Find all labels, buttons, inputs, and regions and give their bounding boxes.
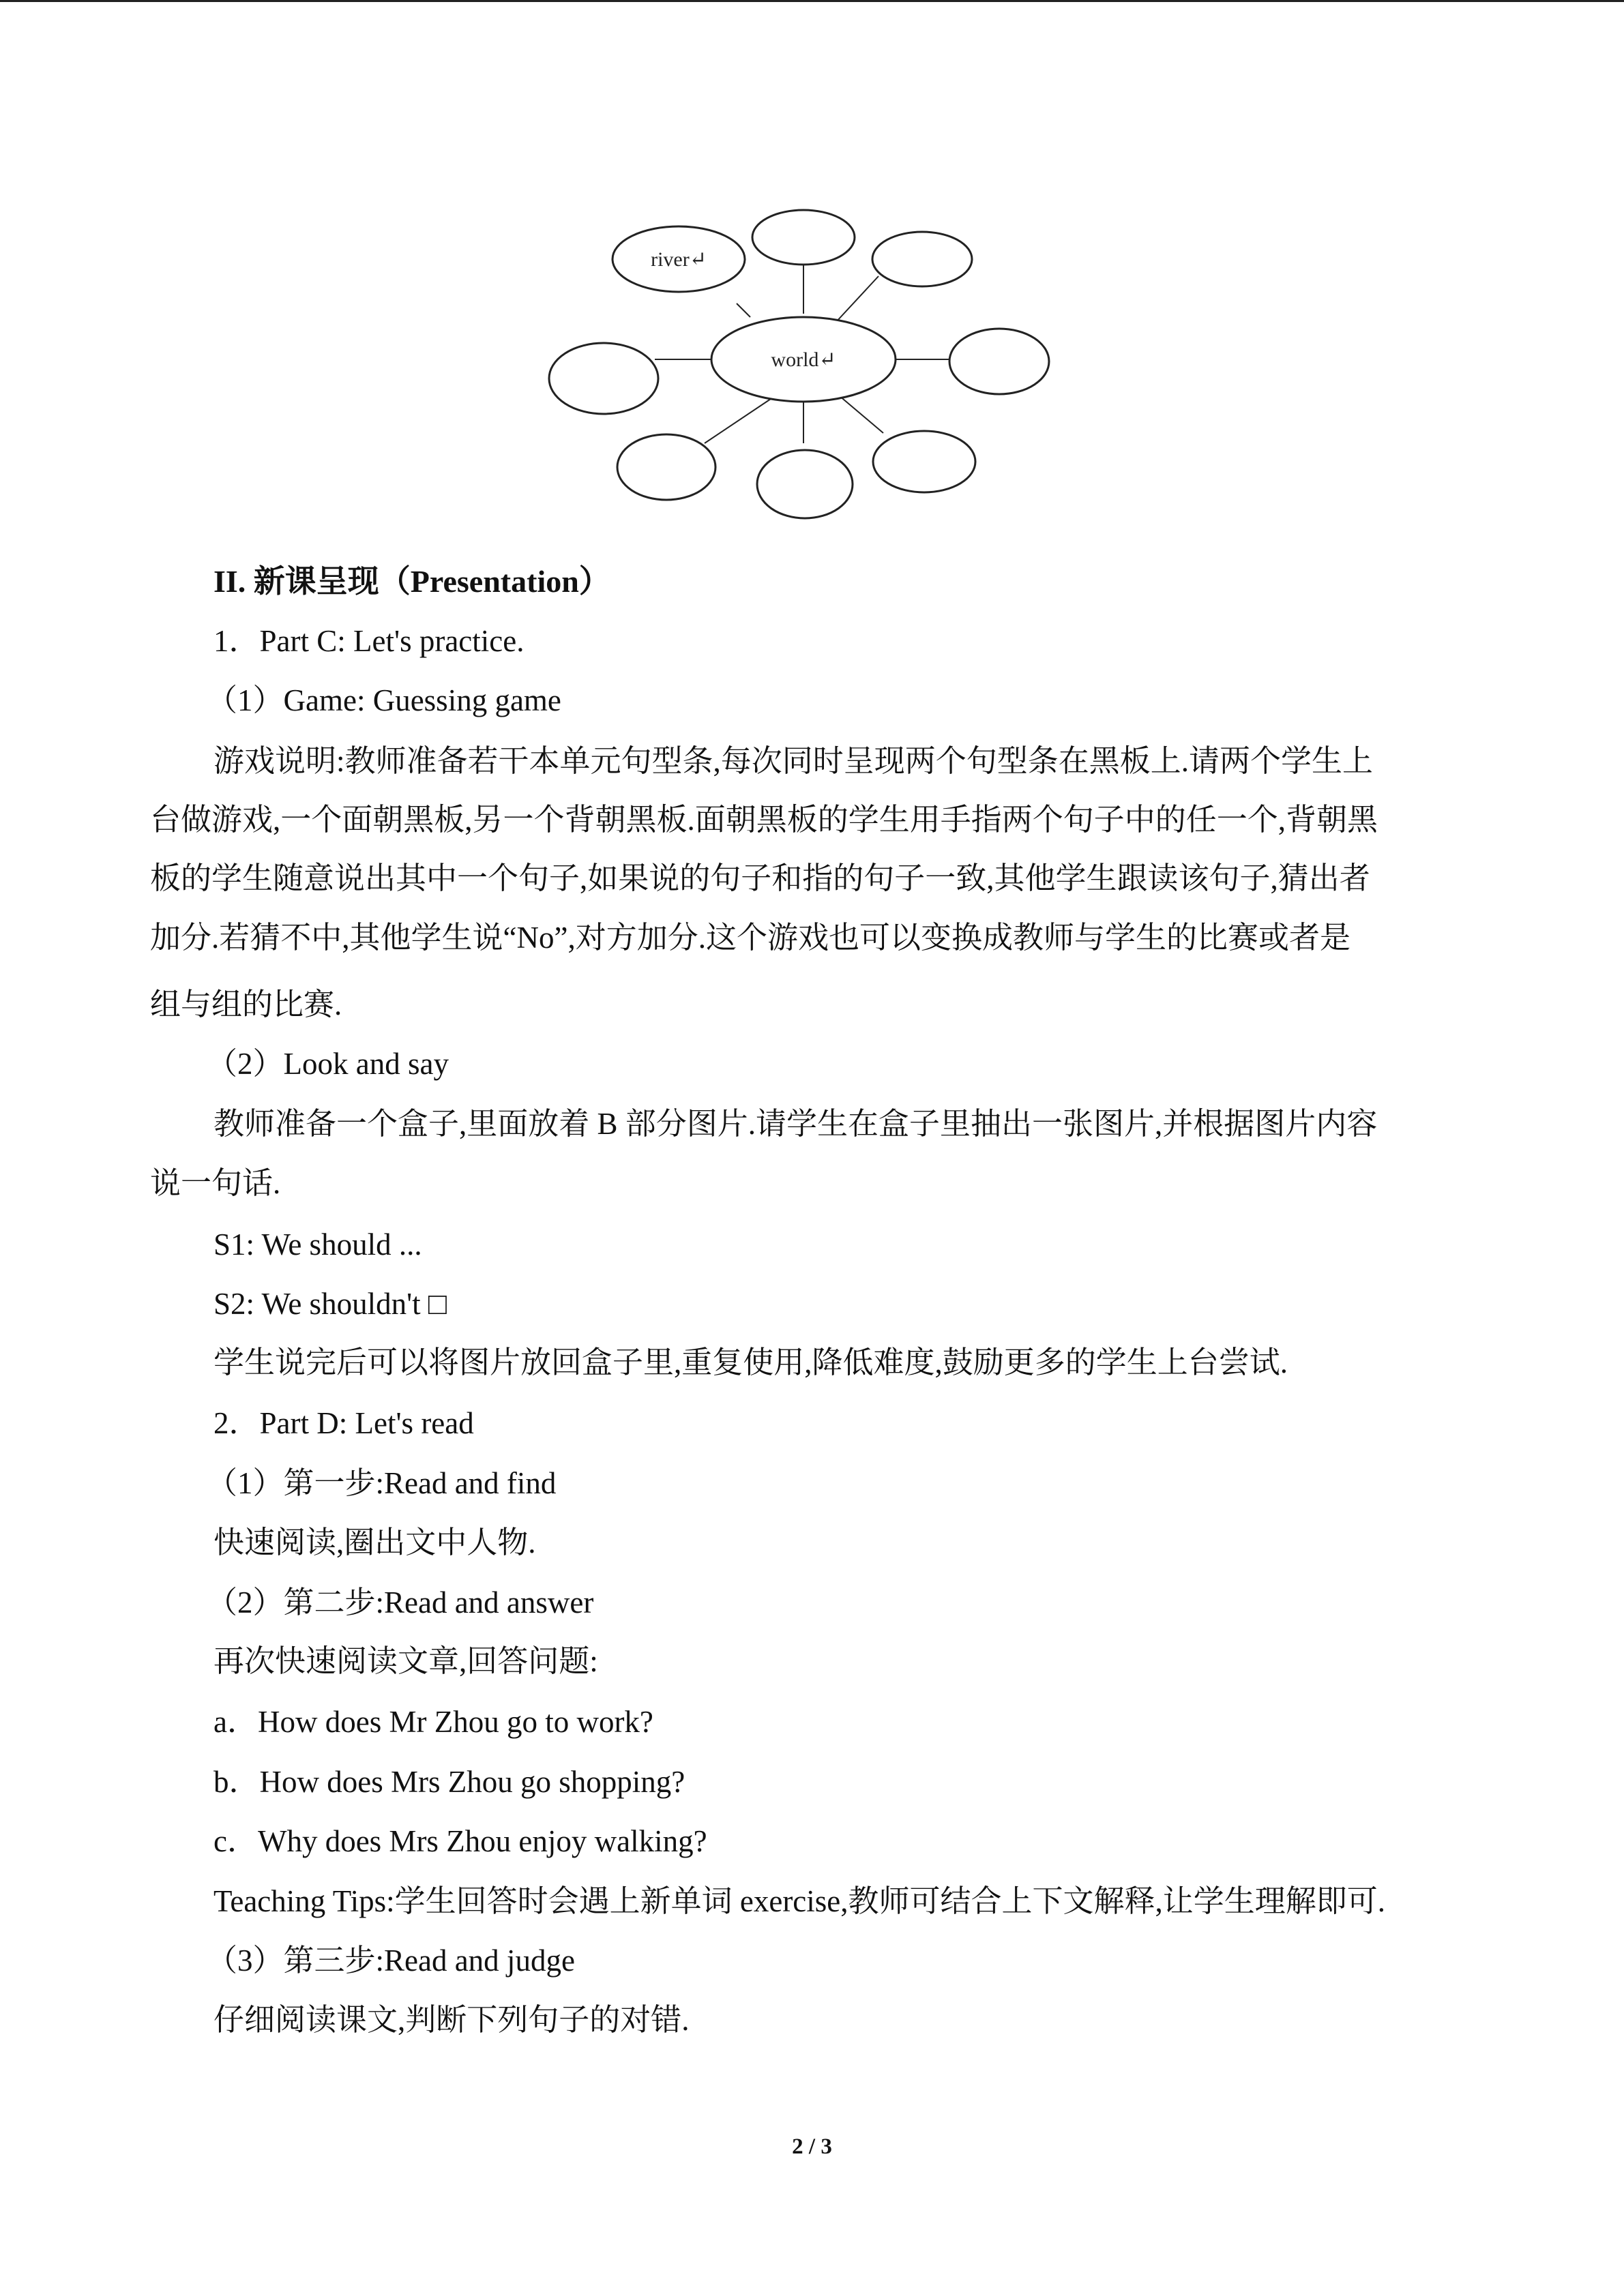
river-node-label: river↵ xyxy=(651,248,707,271)
connector-bottom-right xyxy=(839,396,883,433)
page-top-border xyxy=(0,0,1624,2)
question-c: c．Why does Mrs Zhou enjoy walking? xyxy=(213,1824,707,1858)
empty-node-bottom xyxy=(757,450,853,518)
section-title: II. 新课呈现（Presentation） xyxy=(213,564,610,599)
question-a: a．How does Mr Zhou go to work? xyxy=(213,1705,653,1739)
dialogue-s2: S2: We shouldn't □ xyxy=(213,1287,447,1321)
empty-node-left xyxy=(549,343,658,414)
empty-node-bottom-left xyxy=(617,434,715,500)
word-web-diagram xyxy=(546,208,1057,528)
teaching-tips: Teaching Tips:学生回答时会遇上新单词 exercise,教师可结合上下文解释,让学生理解即可. xyxy=(213,1884,1386,1918)
page-number: 2 / 3 xyxy=(792,2134,832,2159)
step1-heading: （1）第一步:Read and find xyxy=(207,1466,557,1500)
center-node-label: world↵ xyxy=(771,348,836,371)
connector-top-right xyxy=(836,276,879,323)
after-note: 学生说完后可以将图片放回盒子里,重复使用,降低难度,鼓励更多的学生上台尝试. xyxy=(213,1345,1288,1380)
game-desc-line-1: 游戏说明:教师准备若干本单元句型条,每次同时呈现两个句型条在黑板上.请两个学生上 xyxy=(213,744,1374,778)
step2-desc: 再次快速阅读文章,回答问题: xyxy=(213,1644,598,1678)
game-desc-line-4: 加分.若猜不中,其他学生说“No”,对方加分.这个游戏也可以变换成教师与学生的比赛或者是 xyxy=(150,921,1350,955)
look-desc-line-1: 教师准备一个盒子,里面放着 B 部分图片.请学生在盒子里抽出一张图片,并根据图片内容 xyxy=(213,1107,1378,1141)
empty-node-bottom-right xyxy=(873,431,975,492)
empty-node-top xyxy=(752,210,855,265)
game-desc-line-3: 板的学生随意说出其中一个句子,如果说的句子和指的句子一致,其他学生跟读该句子,猜出者 xyxy=(150,861,1370,895)
part-d-heading: 2．Part D: Let's read xyxy=(213,1406,474,1440)
empty-node-right xyxy=(949,329,1049,394)
look-heading: （2）Look and say xyxy=(207,1047,449,1081)
step2-heading: （2）第二步:Read and answer xyxy=(207,1585,594,1620)
connector-river xyxy=(737,303,750,317)
step3-desc: 仔细阅读课文,判断下列句子的对错. xyxy=(213,2003,690,2037)
part-c-heading: 1．Part C: Let's practice. xyxy=(213,624,525,658)
step3-heading: （3）第三步:Read and judge xyxy=(207,1943,575,1978)
question-b: b．How does Mrs Zhou go shopping? xyxy=(213,1765,685,1799)
empty-node-top-right xyxy=(872,232,972,286)
game-desc-line-2: 台做游戏,一个面朝黑板,另一个背朝黑板.面朝黑板的学生用手指两个句子中的任一个,背朝黑 xyxy=(150,803,1378,837)
connector-bottom-left xyxy=(705,399,771,443)
dialogue-s1: S1: We should ... xyxy=(213,1227,422,1262)
game-heading: （1）Game: Guessing game xyxy=(207,683,561,717)
game-desc-line-5: 组与组的比赛. xyxy=(150,987,342,1022)
step1-desc: 快速阅读,圈出文中人物. xyxy=(213,1525,536,1560)
look-desc-line-2: 说一句话. xyxy=(150,1166,281,1200)
